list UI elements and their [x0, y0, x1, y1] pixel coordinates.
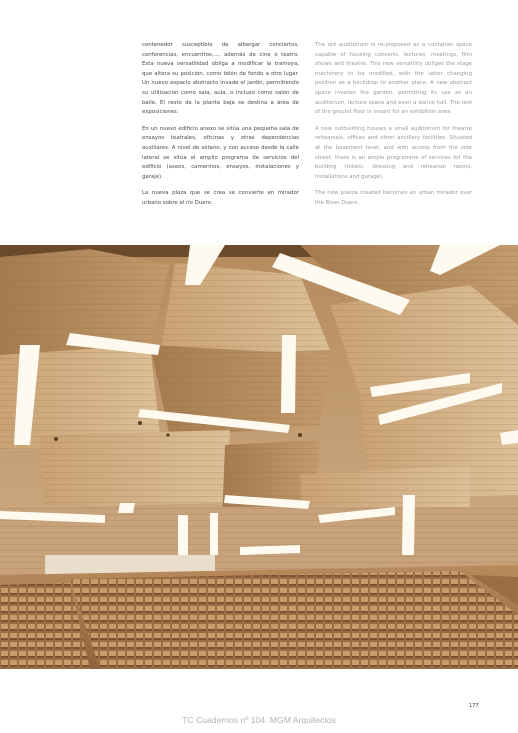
spanish-paragraph-1: contenedor susceptible de albergar conciertos, conferencias, encuentros,..., además de cine o teatro. Esta nueva versatilidad obliga a modificar la tramoya, que altera su posición, como telón de fondo a otro lugar. Un nuevo espacio abstracto invade el jardín, permitiendo su utilización como sala, aula, o incluso como salón de baile. El resto de la planta baja se destina a área de exposiciones.: [142, 42, 299, 116]
spotlight: [54, 437, 58, 441]
light-strip: [210, 513, 218, 555]
seating-center: [70, 571, 518, 669]
english-paragraph-3: The new piazza created becomes an urban mirador over the River Duero.: [315, 190, 472, 206]
spanish-paragraph-3: La nueva plaza que se crea se convierte en mirador urbano sobre el río Duero.: [142, 190, 299, 206]
spotlight: [138, 421, 142, 425]
ceiling-panel-ribs: [330, 285, 518, 395]
wall-panel-ribs: [40, 430, 230, 507]
auditorium-illustration: [0, 245, 518, 669]
english-paragraph-1: The old auditorium is re-proposed as a container space capable of housing concerts, lectures, meetings, film shows and theatre. This new versatility obliges the stage machinery to be modified, with the latter changing position as a backdrop to another place. A new abstract space invades the garden, permitting its use as an auditorium, lecture space and even a dance hall. The rest of the ground floor is meant for an exhibition area.: [315, 42, 472, 116]
english-paragraph-2: A new outbuilding houses a small auditorium for theatre rehearsals, offices and other ancillary facilities. Situated at the basement level, and with access from the side street, there is an ample programme of services for the building (toilets, dressing and rehearsal rooms, installations and garage).: [315, 125, 472, 180]
spanish-paragraph-2: En un nuevo edificio anexo se sitúa una pequeña sala de ensayos teatrales, oficinas y otras dependencias auxiliares. A nivel de sótano, y con acceso desde la calle lateral se sitúa el amplio programa de servicios del edificio (aseos, camerinos, ensayos, instalaciones y garaje).: [142, 125, 299, 180]
english-text-column: [315, 41, 472, 216]
light-strip: [118, 503, 135, 513]
publication-caption: TC Cuadernos nº 104. MGM Arquitectos: [182, 715, 336, 725]
page-number: 177: [469, 703, 479, 709]
light-strip: [281, 335, 296, 413]
spanish-text-column: [142, 41, 299, 216]
spotlight: [298, 433, 302, 437]
auditorium-photo: [0, 245, 518, 669]
light-strip: [402, 495, 415, 555]
light-strip: [178, 515, 188, 555]
spotlight: [166, 433, 169, 436]
